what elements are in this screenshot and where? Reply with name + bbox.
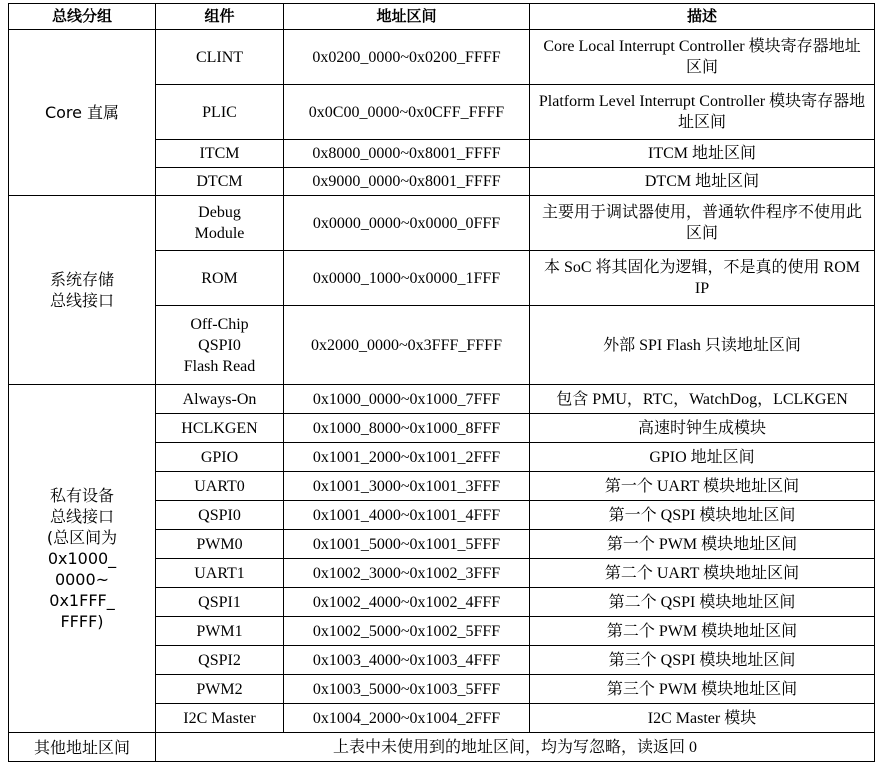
component-cell: QSPI1 xyxy=(156,588,284,617)
address-range-cell: 0x9000_0000~0x8001_FFFF xyxy=(284,168,530,196)
description-cell: Core Local Interrupt Controller 模块寄存器地址区间 xyxy=(530,30,875,85)
address-range-cell: 0x1001_4000~0x1001_4FFF xyxy=(284,501,530,530)
address-range-cell: 0x1000_8000~0x1000_8FFF xyxy=(284,414,530,443)
bus-group-core: Core 直属 xyxy=(9,30,156,196)
component-cell: ITCM xyxy=(156,140,284,168)
description-cell: 第三个 QSPI 模块地址区间 xyxy=(530,646,875,675)
component-cell: QSPI0 xyxy=(156,501,284,530)
description-cell: 第二个 PWM 模块地址区间 xyxy=(530,617,875,646)
description-cell: 主要用于调试器使用，普通软件程序不使用此区间 xyxy=(530,196,875,251)
description-cell: 高速时钟生成模块 xyxy=(530,414,875,443)
header-component: 组件 xyxy=(156,4,284,30)
description-cell: 外部 SPI Flash 只读地址区间 xyxy=(530,306,875,385)
table-row xyxy=(9,385,875,414)
component-cell: PWM2 xyxy=(156,675,284,704)
address-range-cell: 0x1002_5000~0x1002_5FFF xyxy=(284,617,530,646)
description-cell: 本 SoC 将其固化为逻辑，不是真的使用 ROM IP xyxy=(530,251,875,306)
table-row xyxy=(9,30,875,85)
table-footer-row xyxy=(9,733,875,762)
address-range-cell: 0x0C00_0000~0x0CFF_FFFF xyxy=(284,85,530,140)
description-cell: 第一个 UART 模块地址区间 xyxy=(530,472,875,501)
component-cell: PWM0 xyxy=(156,530,284,559)
address-range-cell: 0x1000_0000~0x1000_7FFF xyxy=(284,385,530,414)
description-cell: 第二个 QSPI 模块地址区间 xyxy=(530,588,875,617)
description-cell: 包含 PMU，RTC，WatchDog，LCLKGEN xyxy=(530,385,875,414)
description-cell: I2C Master 模块 xyxy=(530,704,875,733)
description-cell: 第二个 UART 模块地址区间 xyxy=(530,559,875,588)
header-bus-group: 总线分组 xyxy=(9,4,156,30)
component-cell: ROM xyxy=(156,251,284,306)
address-range-cell: 0x1001_3000~0x1001_3FFF xyxy=(284,472,530,501)
address-range-cell: 0x0000_1000~0x0000_1FFF xyxy=(284,251,530,306)
address-range-cell: 0x1001_2000~0x1001_2FFF xyxy=(284,443,530,472)
address-range-cell: 0x0000_0000~0x0000_0FFF xyxy=(284,196,530,251)
component-cell: DTCM xyxy=(156,168,284,196)
component-cell: CLINT xyxy=(156,30,284,85)
address-range-cell: 0x1001_5000~0x1001_5FFF xyxy=(284,530,530,559)
component-cell: PLIC xyxy=(156,85,284,140)
address-map-table xyxy=(8,3,875,762)
other-range-label: 其他地址区间 xyxy=(9,733,156,762)
component-cell: GPIO xyxy=(156,443,284,472)
component-cell: Debug Module xyxy=(156,196,284,251)
component-cell: UART1 xyxy=(156,559,284,588)
description-cell: 第一个 QSPI 模块地址区间 xyxy=(530,501,875,530)
address-range-cell: 0x1003_5000~0x1003_5FFF xyxy=(284,675,530,704)
description-cell: DTCM 地址区间 xyxy=(530,168,875,196)
address-range-cell: 0x8000_0000~0x8001_FFFF xyxy=(284,140,530,168)
description-cell: ITCM 地址区间 xyxy=(530,140,875,168)
description-cell: 第三个 PWM 模块地址区间 xyxy=(530,675,875,704)
header-description: 描述 xyxy=(530,4,875,30)
bus-group-system-memory: 系统存储 总线接口 xyxy=(9,196,156,385)
address-range-cell: 0x1002_3000~0x1002_3FFF xyxy=(284,559,530,588)
table-header-row xyxy=(9,4,875,30)
address-range-cell: 0x1003_4000~0x1003_4FFF xyxy=(284,646,530,675)
component-cell: I2C Master xyxy=(156,704,284,733)
component-cell: QSPI2 xyxy=(156,646,284,675)
address-range-cell: 0x2000_0000~0x3FFF_FFFF xyxy=(284,306,530,385)
other-range-note: 上表中未使用到的地址区间，均为写忽略，读返回 0 xyxy=(156,733,875,762)
bus-group-private-device: 私有设备 总线接口 (总区间为 0x1000_ 0000~ 0x1FFF_ FFFF) xyxy=(9,385,156,733)
component-cell: PWM1 xyxy=(156,617,284,646)
address-range-cell: 0x0200_0000~0x0200_FFFF xyxy=(284,30,530,85)
table-row xyxy=(9,196,875,251)
description-cell: GPIO 地址区间 xyxy=(530,443,875,472)
header-address-range: 地址区间 xyxy=(284,4,530,30)
component-cell: Off-Chip QSPI0 Flash Read xyxy=(156,306,284,385)
component-cell: Always-On xyxy=(156,385,284,414)
description-cell: Platform Level Interrupt Controller 模块寄存器地址区间 xyxy=(530,85,875,140)
component-cell: HCLKGEN xyxy=(156,414,284,443)
address-range-cell: 0x1004_2000~0x1004_2FFF xyxy=(284,704,530,733)
component-cell: UART0 xyxy=(156,472,284,501)
address-range-cell: 0x1002_4000~0x1002_4FFF xyxy=(284,588,530,617)
description-cell: 第一个 PWM 模块地址区间 xyxy=(530,530,875,559)
